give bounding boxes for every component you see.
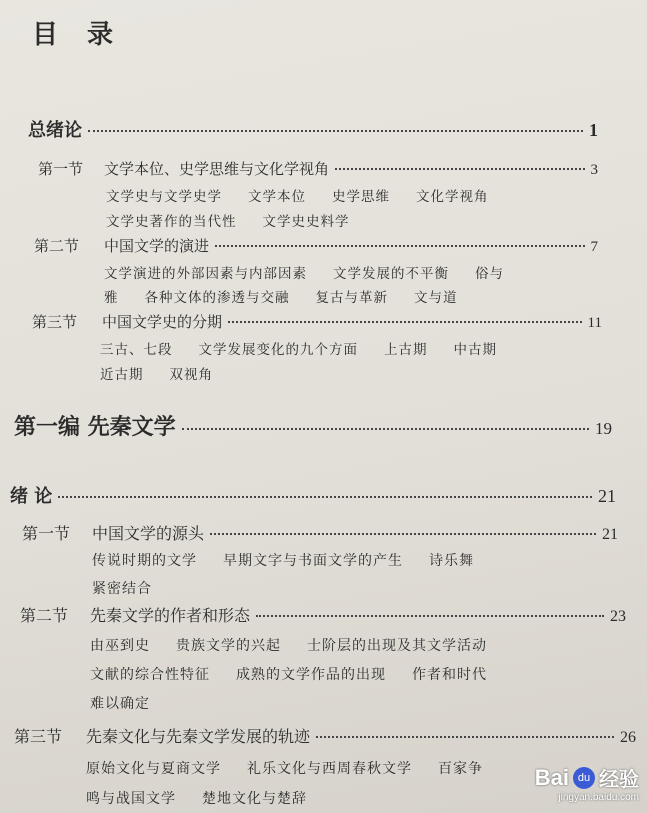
page-number: 21 xyxy=(602,526,618,543)
section-title: 中国文学史的分期 xyxy=(102,313,223,331)
subtopic: 文学史与文学史学 xyxy=(106,189,222,205)
subtopic: 士阶层的出现及其文学活动 xyxy=(307,638,487,654)
subtopic-line xyxy=(86,758,509,778)
toc-entry-intro xyxy=(28,116,598,142)
toc-entry-preface xyxy=(10,482,616,508)
subtopic: 诗乐舞 xyxy=(429,553,474,569)
page-number: 23 xyxy=(610,608,626,625)
page-number: 1 xyxy=(589,120,598,140)
subtopic-line xyxy=(106,185,515,205)
subtopic: 难以确定 xyxy=(90,696,150,712)
entry-label: 总绪论 xyxy=(28,120,82,141)
subtopic: 百家争 xyxy=(438,761,483,777)
subtopic-line xyxy=(104,262,530,282)
subtopic-line xyxy=(90,693,176,713)
dot-leader xyxy=(88,130,583,132)
baidu-jingyan-watermark xyxy=(535,763,639,803)
section-number: 第三节 xyxy=(14,727,63,746)
subtopic: 文学史著作的当代性 xyxy=(106,214,237,230)
subtopic: 近古期 xyxy=(100,367,144,383)
subtopic: 三古、七段 xyxy=(100,342,173,358)
section-title: 先秦文学的作者和形态 xyxy=(90,606,251,625)
subtopic: 原始文化与夏商文学 xyxy=(86,761,221,777)
watermark-brand: Bai xyxy=(534,764,569,790)
subtopic: 上古期 xyxy=(384,342,428,358)
subtopic-line xyxy=(90,635,513,655)
subtopic: 楚地文化与楚辞 xyxy=(202,791,307,807)
section-number: 第一节 xyxy=(38,160,84,178)
subtopic: 复古与革新 xyxy=(315,290,388,306)
subtopic: 文学演进的外部因素与内部因素 xyxy=(104,266,307,282)
toc-entry-intro-section-1 xyxy=(38,158,598,179)
subtopic: 礼乐文化与西周春秋文学 xyxy=(247,761,412,777)
page-number: 26 xyxy=(620,729,636,746)
dot-leader xyxy=(215,245,584,247)
section-title: 先秦文化与先秦文学发展的轨迹 xyxy=(86,727,311,746)
section-title: 文学本位、史学思维与文化学视角 xyxy=(104,160,330,178)
toc-entry-part1-section-1 xyxy=(22,521,618,544)
watermark-logo xyxy=(535,763,639,792)
section-number: 第二节 xyxy=(34,237,80,255)
subtopic: 中古期 xyxy=(453,342,497,358)
dot-leader xyxy=(182,428,589,430)
section-title: 中国文学的源头 xyxy=(92,524,205,543)
subtopic: 鸣与战国文学 xyxy=(86,791,176,807)
subtopic-line xyxy=(90,664,513,684)
subtopic: 传说时期的文学 xyxy=(92,553,197,569)
subtopic-line xyxy=(104,286,484,306)
section-number: 第一节 xyxy=(22,524,71,543)
subtopic: 文献的综合性特征 xyxy=(90,667,210,683)
subtopic: 文学史史料学 xyxy=(262,214,350,230)
page-number: 7 xyxy=(590,239,598,255)
subtopic-line xyxy=(106,210,376,230)
subtopic: 各种文体的渗透与交融 xyxy=(144,290,290,306)
subtopic-line xyxy=(92,550,500,570)
subtopic: 作者和时代 xyxy=(412,667,487,683)
page-number: 21 xyxy=(598,486,616,506)
toc-entry-part1-section-2 xyxy=(20,603,626,626)
part-label: 第一编 先秦文学 xyxy=(14,414,176,440)
page-number: 19 xyxy=(595,419,612,438)
subtopic: 史学思维 xyxy=(332,189,390,205)
subtopic: 文学发展变化的九个方面 xyxy=(198,342,358,358)
subtopic: 成熟的文学作品的出现 xyxy=(236,667,386,683)
toc-entry-part-1 xyxy=(14,410,612,441)
subtopic-line xyxy=(92,578,178,598)
subtopic: 俗与 xyxy=(475,266,504,282)
dot-leader xyxy=(335,168,584,170)
subtopic-line xyxy=(86,788,333,808)
page-number: 11 xyxy=(587,315,602,331)
watermark-suffix: 经验 xyxy=(599,769,639,791)
subtopic: 文学本位 xyxy=(248,189,306,205)
subtopic: 由巫到史 xyxy=(90,638,150,654)
page-number: 3 xyxy=(590,162,598,178)
subtopic-line xyxy=(100,363,239,383)
toc-entry-part1-section-3 xyxy=(14,724,636,747)
subtopic: 雅 xyxy=(104,290,119,306)
subtopic: 贵族文学的兴起 xyxy=(176,638,281,654)
section-title: 中国文学的演进 xyxy=(104,237,210,255)
dot-leader xyxy=(210,533,596,535)
dot-leader xyxy=(58,496,592,498)
subtopic-line xyxy=(100,338,523,358)
toc-entry-intro-section-3 xyxy=(32,311,602,332)
dot-leader xyxy=(228,321,582,323)
dot-leader xyxy=(316,736,614,738)
subtopic: 早期文字与书面文学的产生 xyxy=(223,553,403,569)
section-number: 第二节 xyxy=(20,606,69,625)
subtopic: 文学发展的不平衡 xyxy=(333,266,449,282)
subtopic: 文与道 xyxy=(414,290,458,306)
subtopic: 文化学视角 xyxy=(416,189,489,205)
section-number: 第三节 xyxy=(32,313,78,331)
paw-icon: du xyxy=(573,767,595,789)
watermark-url: jingyan.baidu.com xyxy=(558,792,639,803)
subtopic: 双视角 xyxy=(169,367,213,383)
page-title: 目 录 xyxy=(32,20,124,50)
subtopic: 紧密结合 xyxy=(92,581,152,597)
dot-leader xyxy=(256,615,604,617)
entry-label: 绪 论 xyxy=(10,486,53,507)
toc-entry-intro-section-2 xyxy=(34,235,598,256)
